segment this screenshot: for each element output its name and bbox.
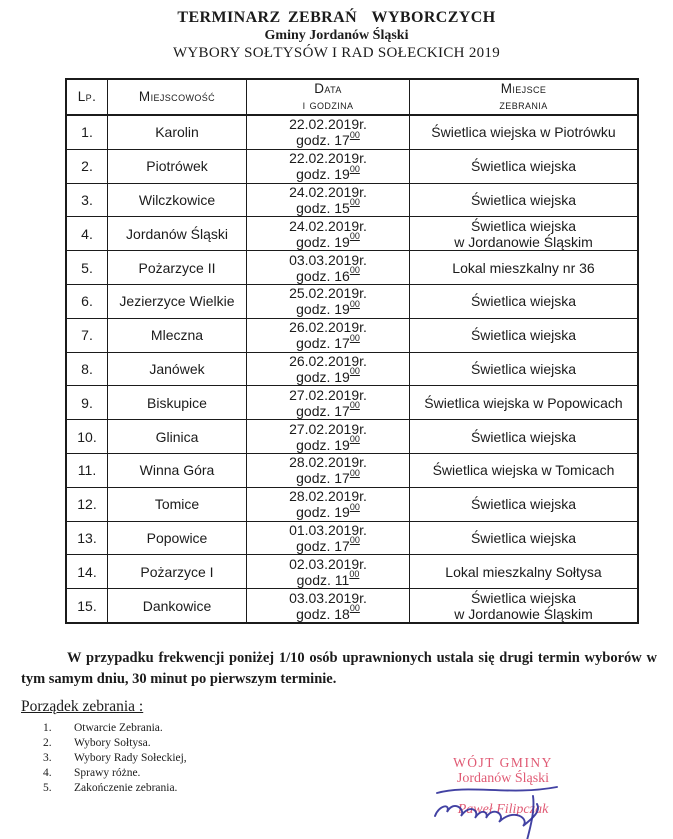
agenda-item-number: 4.: [43, 767, 52, 779]
table-row: [66, 386, 638, 420]
schedule-table-head: [66, 79, 638, 115]
cell-datetime: [247, 149, 410, 183]
cell-venue: [410, 318, 639, 352]
table-row: [66, 420, 638, 454]
cell-place: Tomice: [108, 487, 247, 521]
table-row: [66, 318, 638, 352]
document-title: TERMINARZ ZEBRAŃ WYBORCZYCH: [177, 9, 496, 26]
cell-date: 27.02.2019r.: [289, 420, 367, 437]
time-minutes: 00: [349, 298, 360, 309]
venue-line1: Świetlica wiejska: [470, 360, 577, 377]
cell-time: [250, 569, 406, 588]
cell-place: Jezierzyce Wielkie: [108, 284, 247, 318]
venue-line2: w Jordanowie Śląskim: [454, 233, 593, 250]
col-header-venue: [410, 79, 639, 115]
time-label: godz.: [296, 571, 331, 588]
time-minutes: 00: [349, 535, 360, 546]
cell-lp: 10.: [66, 420, 108, 454]
cell-date: 24.02.2019r.: [289, 217, 367, 234]
agenda-item: [21, 736, 187, 751]
cell-time: [250, 501, 406, 521]
time-label: godz.: [296, 166, 331, 183]
cell-place: Janówek: [108, 352, 247, 386]
cell-lp: 12.: [66, 487, 108, 521]
time-label: godz.: [296, 504, 331, 521]
cell-date: 01.03.2019r.: [289, 521, 367, 538]
cell-venue: [410, 251, 639, 285]
table-row: [66, 487, 638, 521]
cell-time: [250, 163, 406, 183]
cell-datetime: [247, 555, 410, 589]
venue-line1: Świetlica wiejska: [470, 191, 577, 208]
cell-time: [250, 197, 406, 216]
cell-venue: [410, 521, 639, 555]
time-minutes: 00: [349, 467, 360, 478]
venue-line1: Świetlica wiejska w Tomicach: [432, 462, 615, 479]
time-minutes: 00: [349, 231, 360, 242]
cell-venue: [410, 589, 639, 623]
cell-lp: 3.: [66, 183, 108, 217]
time-label: godz.: [296, 537, 331, 554]
cell-lp: 1.: [66, 115, 108, 149]
time-minutes: 00: [349, 602, 360, 613]
table-row: [66, 183, 638, 217]
time-label: godz.: [296, 436, 331, 453]
cell-venue: [410, 183, 639, 217]
cell-venue: [410, 453, 639, 487]
col-header-lp: Lp.: [66, 79, 108, 115]
table-row: [66, 217, 638, 251]
time-hour: 17: [334, 470, 350, 487]
time-hour: 11: [334, 571, 350, 588]
cell-datetime: [247, 251, 410, 285]
venue-line1: Świetlica wiejska: [470, 327, 577, 344]
time-label: godz.: [296, 335, 331, 352]
venue-line1: Świetlica wiejska: [470, 217, 577, 234]
time-hour: 17: [334, 335, 350, 352]
cell-datetime: [247, 352, 410, 386]
time-label: godz.: [296, 267, 331, 284]
time-hour: 19: [334, 504, 350, 521]
cell-datetime: [247, 453, 410, 487]
cell-venue: [410, 217, 639, 251]
time-hour: 17: [334, 132, 350, 149]
cell-datetime: [247, 521, 410, 555]
cell-place: Wilczkowice: [108, 183, 247, 217]
cell-datetime: [247, 386, 410, 420]
cell-datetime: [247, 487, 410, 521]
cell-time: [250, 332, 406, 352]
cell-lp: 14.: [66, 555, 108, 589]
agenda-list: [21, 721, 187, 796]
time-minutes: 00: [349, 129, 360, 140]
cell-date: 03.03.2019r.: [289, 251, 367, 268]
time-hour: 19: [334, 436, 350, 453]
agenda-title: Porządek zebrania :: [21, 698, 144, 715]
table-row: [66, 453, 638, 487]
cell-date: 28.02.2019r.: [289, 454, 367, 471]
venue-line1: Świetlica wiejska w Popowicach: [424, 394, 623, 411]
document-subtitle-2: WYBORY SOŁTYSÓW I RAD SOŁECKICH 2019: [172, 45, 501, 61]
time-hour: 18: [334, 605, 350, 622]
time-minutes: 00: [349, 400, 360, 411]
cell-datetime: [247, 318, 410, 352]
cell-place: Biskupice: [108, 386, 247, 420]
agenda-item-text: Wybory Sołtysa.: [74, 737, 151, 749]
cell-lp: 15.: [66, 589, 108, 623]
cell-venue: [410, 555, 639, 589]
schedule-table: [65, 78, 639, 624]
time-hour: 15: [334, 199, 350, 216]
cell-place: Karolin: [108, 115, 247, 149]
time-minutes: 00: [349, 332, 360, 343]
cell-venue: [410, 420, 639, 454]
table-row: [66, 555, 638, 589]
table-row: [66, 149, 638, 183]
cell-venue: [410, 284, 639, 318]
cell-date: 25.02.2019r.: [289, 285, 367, 302]
agenda-item-text: Zakończenie zebrania.: [74, 782, 178, 794]
time-label: godz.: [296, 199, 331, 216]
time-label: godz.: [296, 301, 331, 318]
col-header-venue-line1: Miejsce: [500, 81, 547, 96]
col-header-date-line2: i godzina: [302, 97, 354, 112]
table-row: [66, 251, 638, 285]
cell-place: Pożarzyce II: [108, 251, 247, 285]
cell-lp: 7.: [66, 318, 108, 352]
time-label: godz.: [296, 233, 331, 250]
cell-place: Pożarzyce I: [108, 555, 247, 589]
cell-date: 26.02.2019r.: [289, 352, 367, 369]
agenda-item: [21, 766, 187, 781]
col-header-date-line1: Data: [314, 81, 342, 96]
table-row: [66, 115, 638, 149]
time-hour: 16: [334, 267, 350, 284]
cell-time: [250, 366, 406, 385]
agenda-item: [21, 751, 187, 766]
agenda-item-text: Otwarcie Zebrania.: [74, 722, 163, 734]
cell-time: [250, 602, 406, 622]
time-label: godz.: [296, 402, 331, 419]
venue-line2: w Jordanowie Śląskim: [454, 605, 593, 622]
venue-line1: Świetlica wiejska: [470, 529, 577, 546]
time-hour: 17: [334, 402, 350, 419]
venue-line1: Lokal mieszkalny nr 36: [452, 259, 595, 276]
cell-datetime: [247, 284, 410, 318]
venue-line1: Świetlica wiejska: [470, 158, 577, 175]
cell-time: [250, 298, 406, 318]
venue-line1: Świetlica wiejska w Piotrówku: [431, 124, 616, 141]
mayor-stamp: [441, 755, 565, 818]
agenda-item-number: 5.: [43, 782, 52, 794]
stamp-title: WÓJT GMINY: [453, 755, 553, 770]
cell-time: [250, 433, 406, 453]
cell-date: 26.02.2019r.: [289, 319, 367, 336]
cell-place: Popowice: [108, 521, 247, 555]
cell-date: 03.03.2019r.: [289, 589, 367, 606]
cell-date: 27.02.2019r.: [289, 386, 367, 403]
col-header-venue-line2: zebrania: [499, 97, 548, 112]
time-minutes: 00: [349, 433, 360, 444]
cell-place: Glinica: [108, 420, 247, 454]
table-row: [66, 589, 638, 623]
agenda-item-number: 3.: [43, 752, 52, 764]
cell-venue: [410, 149, 639, 183]
time-hour: 17: [334, 537, 350, 554]
time-label: godz.: [296, 132, 331, 149]
agenda-item: [21, 781, 187, 796]
stamp-mayor-name: Paweł Filipczak: [457, 802, 549, 817]
venue-line1: Świetlica wiejska: [470, 428, 577, 445]
cell-place: Mleczna: [108, 318, 247, 352]
cell-lp: 9.: [66, 386, 108, 420]
cell-date: 22.02.2019r.: [289, 150, 367, 167]
cell-lp: 2.: [66, 149, 108, 183]
agenda-item-text: Sprawy różne.: [74, 767, 141, 779]
cell-date: 22.02.2019r.: [289, 116, 367, 133]
time-label: godz.: [296, 368, 331, 385]
document-header: [0, 9, 673, 62]
cell-venue: [410, 115, 639, 149]
cell-datetime: [247, 420, 410, 454]
table-row: [66, 521, 638, 555]
venue-line1: Świetlica wiejska: [470, 496, 577, 513]
cell-lp: 6.: [66, 284, 108, 318]
table-row: [66, 352, 638, 386]
cell-datetime: [247, 589, 410, 623]
time-minutes: 00: [349, 569, 360, 580]
cell-lp: 4.: [66, 217, 108, 251]
agenda-item: [21, 721, 187, 736]
cell-lp: 11.: [66, 453, 108, 487]
cell-place: Jordanów Śląski: [108, 217, 247, 251]
cell-place: Dankowice: [108, 589, 247, 623]
time-minutes: 00: [349, 264, 360, 275]
time-label: godz.: [296, 605, 331, 622]
cell-time: [250, 535, 406, 554]
col-header-date: [247, 79, 410, 115]
time-hour: 19: [334, 166, 350, 183]
time-minutes: 00: [349, 197, 360, 208]
venue-line1: Lokal mieszkalny Sołtysa: [445, 563, 602, 580]
cell-datetime: [247, 217, 410, 251]
agenda-item-text: Wybory Rady Sołeckiej,: [74, 752, 187, 764]
cell-time: [250, 231, 406, 250]
cell-place: Winna Góra: [108, 453, 247, 487]
table-row: [66, 284, 638, 318]
stamp-municipality: Jordanów Śląski: [456, 771, 550, 786]
time-minutes: 00: [349, 501, 360, 512]
cell-date: 24.02.2019r.: [289, 183, 367, 200]
cell-lp: 8.: [66, 352, 108, 386]
agenda-item-number: 1.: [43, 722, 52, 734]
cell-place: Piotrówek: [108, 149, 247, 183]
time-hour: 19: [334, 301, 350, 318]
document-subtitle: Gminy Jordanów Śląski: [264, 28, 409, 43]
cell-time: [250, 264, 406, 284]
time-minutes: 00: [349, 163, 360, 174]
cell-datetime: [247, 183, 410, 217]
cell-time: [250, 129, 406, 149]
schedule-table-body: [66, 115, 638, 623]
agenda-item-number: 2.: [43, 737, 52, 749]
cell-lp: 13.: [66, 521, 108, 555]
cell-date: 28.02.2019r.: [289, 488, 367, 505]
notice-paragraph: W przypadku frekwencji poniżej 1/10 osób uprawnionych ustala się drugi termin wyborów w tym samym dniu, 30 minut po pierwszym terminie.: [21, 650, 657, 687]
time-hour: 19: [334, 233, 350, 250]
header-row: [66, 79, 638, 115]
time-minutes: 00: [349, 366, 360, 377]
cell-date: 02.03.2019r.: [289, 555, 367, 572]
cell-venue: [410, 352, 639, 386]
cell-datetime: [247, 115, 410, 149]
time-hour: 19: [334, 368, 350, 385]
cell-time: [250, 467, 406, 487]
time-label: godz.: [296, 470, 331, 487]
cell-venue: [410, 386, 639, 420]
venue-line1: Świetlica wiejska: [470, 589, 577, 606]
cell-time: [250, 400, 406, 419]
cell-lp: 5.: [66, 251, 108, 285]
agenda-section: [21, 698, 187, 796]
venue-line1: Świetlica wiejska: [470, 293, 577, 310]
cell-venue: [410, 487, 639, 521]
col-header-place: Miejscowość: [108, 79, 247, 115]
